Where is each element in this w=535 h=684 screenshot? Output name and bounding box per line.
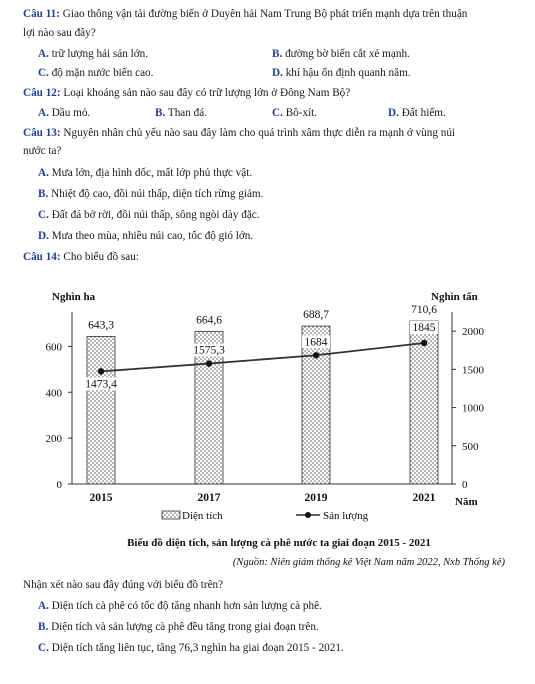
q12-option-c[interactable]: C. Bô-xít. [272,107,318,119]
chart-source: (Nguồn: Niên giám thống kê Việt Nam năm 2022, Nxb Thống kê) [232,557,505,568]
q13-label: Câu 13: [23,127,61,139]
q11-text1: Giao thông vận tải đường biển ở Duyên hải Nam Trung Bộ phát triển mạnh dựa trên thuận [62,8,468,20]
right-tick-label: 1500 [462,364,484,377]
q13-option-b[interactable]: B. Nhiệt độ cao, đồi núi thấp, diện tích rừng giảm. [38,188,264,200]
q11-stem-line1 [23,7,467,21]
bar-2019 [302,326,330,484]
q13-option-a[interactable]: A. Mưa lớn, địa hình dốc, mất lớp phủ thực vật. [38,167,253,179]
right-axis-label: Nghìn tấn [431,291,478,303]
left-tick-label: 0 [56,479,62,491]
left-tick-label: 200 [45,433,62,446]
left-axis-label: Nghìn ha [52,291,96,303]
q14-option-c[interactable]: C. Diện tích tăng liên tục, tăng 76,3 nghìn ha giai đoạn 2015 - 2021. [38,642,344,654]
q13-text2: nước ta? [23,145,62,157]
production-value-label: 1473,4 [85,378,117,391]
q12-option-a[interactable]: A. Dầu mỏ. [38,107,91,119]
q11-option-c[interactable]: C. độ mặn nước biển cao. [38,67,154,79]
x-axis-label: Năm [455,496,478,508]
q11-label: Câu 11: [23,8,60,20]
q13-option-d[interactable]: D. Mưa theo mùa, nhiều núi cao, tốc độ gió lớn. [38,230,254,242]
bar-value-label: 688,7 [303,309,329,322]
q14-text: Cho biểu đồ sau: [63,251,139,263]
bar-value-label: 710,6 [411,304,437,317]
q12-option-b[interactable]: B. Than đá. [155,107,208,119]
legend-line-marker [305,512,311,518]
q12-text: Loại khoáng sản nào sau đây có trữ lượng lớn ở Đông Nam Bộ? [63,87,351,99]
production-point-2017 [206,360,212,366]
left-tick-label: 400 [45,387,62,400]
q12-option-d[interactable]: D. Đất hiếm. [388,107,446,119]
x-tick-label: 2021 [412,492,436,504]
right-tick-label: 1000 [462,402,484,415]
q14-stem [23,250,139,264]
q11-option-d[interactable]: D. khí hậu ổn định quanh năm. [272,67,411,79]
x-tick-label: 2015 [89,492,113,504]
bar-2015 [87,336,115,484]
production-line [101,343,424,371]
production-point-2015 [98,368,104,374]
q14-label: Câu 14: [23,251,61,263]
right-tick-label: 500 [462,440,479,453]
legend-line-label: Sản lượng [323,510,369,522]
production-value-label: 1575,3 [193,344,225,357]
x-tick-label: 2017 [197,492,221,504]
right-tick-label: 0 [462,479,468,491]
q14-option-a[interactable]: A. Diện tích cà phê có tốc độ tăng nhanh hơn sản lượng cà phê. [38,600,322,612]
q13-text1: Nguyên nhân chủ yếu nào sau đây làm cho quá trình xâm thực diễn ra mạnh ở vùng núi [63,127,456,139]
chart-title: Biểu đồ diện tích, sản lượng cà phê nước ta giai đoạn 2015 - 2021 [127,537,431,549]
q11-option-b[interactable]: B. đường bờ biển cắt xẻ mạnh. [272,48,410,60]
q11-text2: lợi nào sau đây? [23,27,96,39]
legend-bar-label: Diện tích [182,510,223,522]
q12-label: Câu 12: [23,87,61,99]
production-point-2019 [313,352,319,358]
coffee-chart [0,282,535,572]
bar-value-label: 664,6 [196,314,222,327]
bar-value-label: 643,3 [88,319,114,332]
left-tick-label: 600 [45,341,62,354]
q12-stem [23,86,350,100]
production-value-label: 1684 [304,336,328,349]
q14-option-b[interactable]: B. Diện tích và sản lượng cà phê đều tăng trong giai đoạn trên. [38,621,319,633]
q13-option-c[interactable]: C. Đất đá bở rời, đồi núi thấp, sông ngòi dày đặc. [38,209,260,221]
production-value-label: 1845 [412,321,436,334]
q14-prompt: Nhận xét nào sau đây đúng với biểu đồ trên? [23,579,224,591]
production-point-2021 [421,340,427,346]
q13-stem-line1 [23,126,455,140]
legend-bar-swatch [162,511,180,519]
q11-option-a[interactable]: A. trữ lượng hải sản lớn. [38,48,149,60]
x-tick-label: 2019 [304,492,328,504]
right-tick-label: 2000 [462,326,484,339]
